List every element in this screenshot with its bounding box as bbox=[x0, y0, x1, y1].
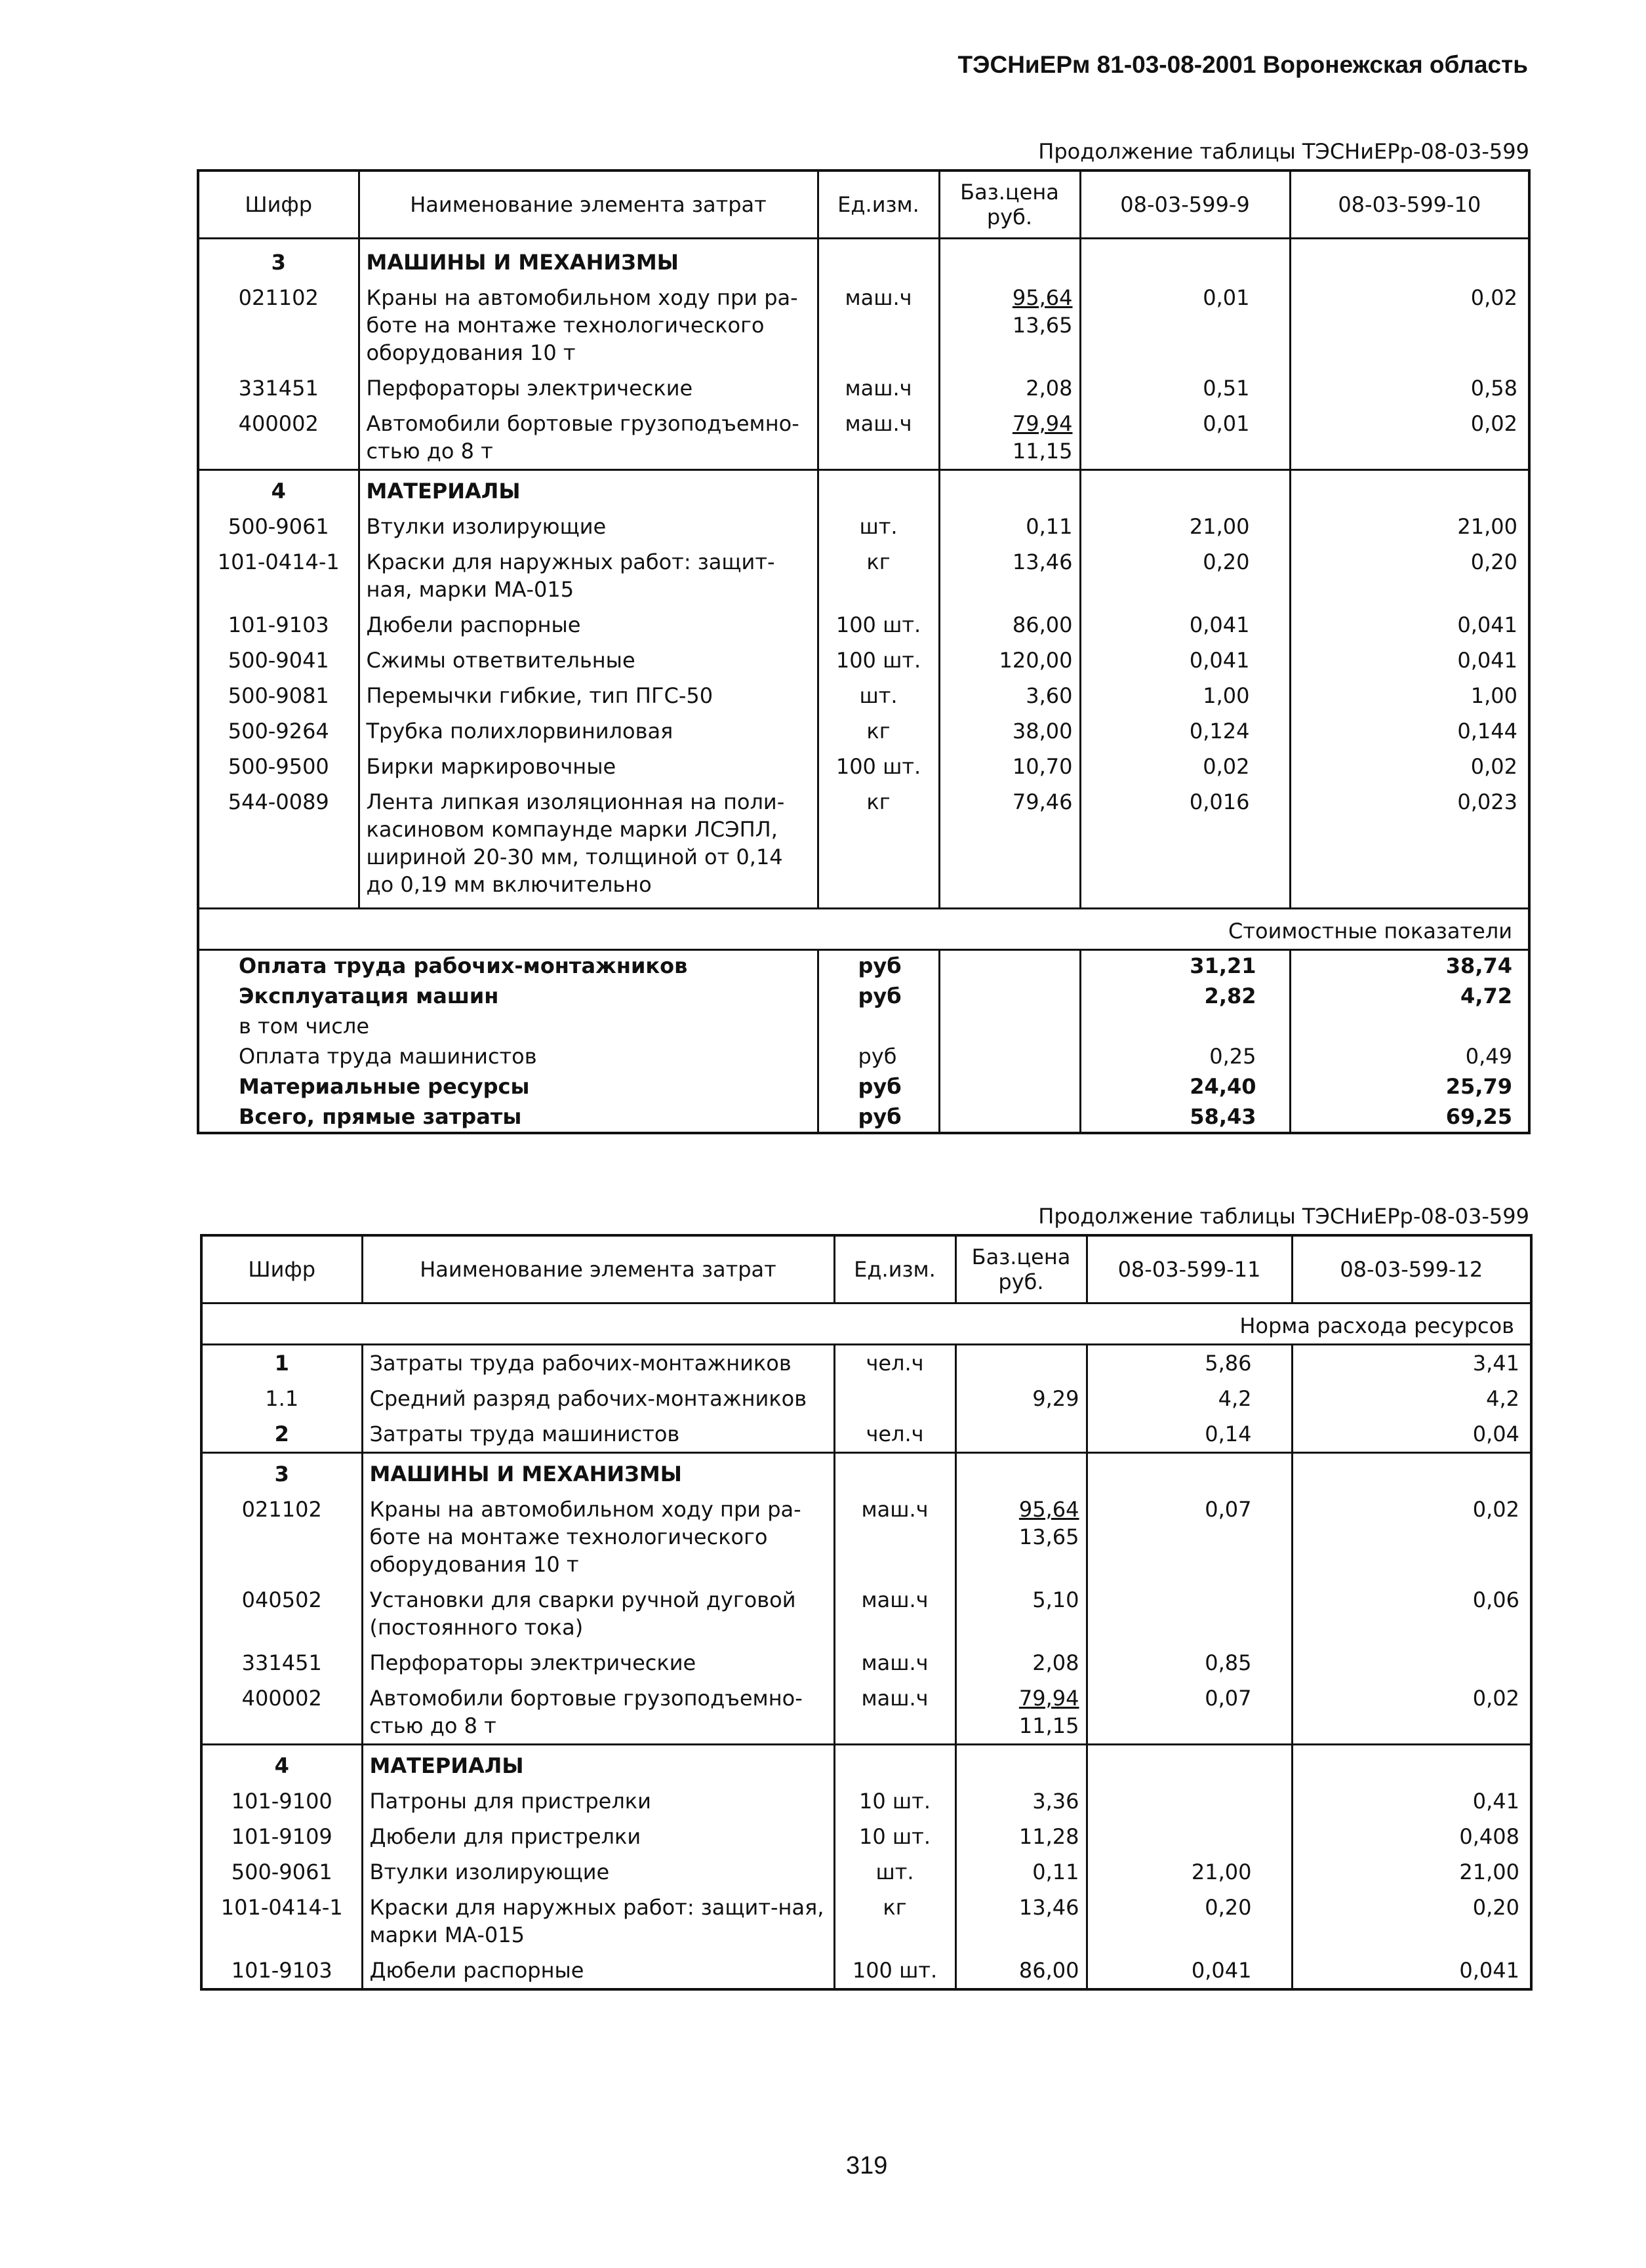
summary-value-2: 69,25 bbox=[1445, 1104, 1512, 1129]
resource-table-1 bbox=[197, 169, 1531, 1134]
row-price bbox=[939, 280, 1080, 370]
header-price: Баз.цена руб. bbox=[955, 1235, 1087, 1303]
row-value-2: 0,06 bbox=[1472, 1587, 1519, 1612]
header-unit: Ед.изм. bbox=[818, 170, 939, 239]
row-value-1 bbox=[1087, 1783, 1292, 1819]
row-value-1: 0,016 bbox=[1080, 784, 1290, 909]
row-name: Затраты труда машинистов bbox=[362, 1416, 834, 1453]
row-unit: маш.ч bbox=[818, 406, 939, 470]
row-name: Дюбели распорные bbox=[362, 1953, 834, 1989]
row-name: Перемычки гибкие, тип ПГС-50 bbox=[359, 678, 818, 713]
row-value-1 bbox=[1087, 1582, 1292, 1645]
row-code: 400002 bbox=[198, 406, 359, 470]
header-name: Наименование элемента затрат bbox=[362, 1235, 834, 1303]
row-value-2: 0,02 bbox=[1472, 1497, 1519, 1522]
row-value-2: 21,00 bbox=[1457, 514, 1517, 539]
summary-unit: руб bbox=[818, 981, 939, 1011]
row-unit: кг bbox=[834, 1890, 955, 1953]
row-value-2: 0,023 bbox=[1290, 784, 1529, 909]
table-row bbox=[198, 643, 1529, 678]
row-unit: 100 шт. bbox=[834, 1953, 955, 1989]
section-row bbox=[201, 1453, 1531, 1492]
row-price: 120,00 bbox=[939, 643, 1080, 678]
table-row bbox=[201, 1681, 1531, 1745]
row-price: 3,36 bbox=[955, 1783, 1087, 1819]
summary-name: Материальные ресурсы bbox=[239, 1074, 530, 1099]
table-row bbox=[201, 1783, 1531, 1819]
table2-caption: Продолжение таблицы ТЭСНиЕРр-08-03-599 bbox=[1038, 1204, 1529, 1229]
summary-row bbox=[198, 981, 1529, 1011]
row-code: 400002 bbox=[201, 1681, 362, 1745]
row-code: 021102 bbox=[201, 1492, 362, 1582]
operator-wage-value: 13,65 bbox=[1018, 1524, 1079, 1549]
section-code: 4 bbox=[201, 1745, 362, 1784]
row-unit: кг bbox=[818, 544, 939, 607]
row-name: Автомобили бортовые грузоподъемно-стью до 8 т bbox=[362, 1681, 834, 1745]
section-row bbox=[198, 239, 1529, 281]
row-code: 101-9103 bbox=[201, 1953, 362, 1989]
cost-indicators-row bbox=[198, 909, 1529, 950]
row-value-2: 1,00 bbox=[1470, 683, 1517, 708]
row-value-2: 0,04 bbox=[1472, 1422, 1519, 1446]
row-value-2: 0,41 bbox=[1472, 1789, 1519, 1814]
row-code: 500-9500 bbox=[198, 749, 359, 784]
operator-wage-value: 11,15 bbox=[1018, 1713, 1079, 1738]
resource-table-2 bbox=[200, 1234, 1533, 1991]
table-row bbox=[198, 784, 1529, 909]
summary-value-1: 31,21 bbox=[1080, 950, 1290, 982]
price-value: 95,64 bbox=[1012, 285, 1073, 310]
summary-row bbox=[198, 1071, 1529, 1102]
row-code: 500-9061 bbox=[198, 509, 359, 544]
header-col-1: 08-03-599-9 bbox=[1080, 170, 1290, 239]
summary-value-2 bbox=[1290, 1011, 1529, 1041]
row-unit: маш.ч bbox=[834, 1645, 955, 1681]
section-title: МАШИНЫ И МЕХАНИЗМЫ bbox=[359, 239, 818, 281]
row-price: 9,29 bbox=[955, 1381, 1087, 1416]
row-value-1: 0,20 bbox=[1080, 544, 1290, 607]
row-value-1: 0,51 bbox=[1080, 370, 1290, 406]
table-row bbox=[198, 713, 1529, 749]
row-value-2: 0,02 bbox=[1472, 1686, 1519, 1711]
row-unit: 10 шт. bbox=[834, 1819, 955, 1854]
row-name: Сжимы ответвительные bbox=[359, 643, 818, 678]
row-unit: чел.ч bbox=[834, 1345, 955, 1382]
header-col-2: 08-03-599-12 bbox=[1292, 1235, 1531, 1303]
row-name: Затраты труда рабочих-монтажников bbox=[362, 1345, 834, 1382]
row-value-2: 21,00 bbox=[1459, 1860, 1519, 1884]
page-header: ТЭСНиЕРм 81-03-08-2001 Воронежская область bbox=[957, 51, 1528, 78]
row-code: 101-0414-1 bbox=[198, 544, 359, 607]
row-price bbox=[955, 1416, 1087, 1453]
table-row bbox=[198, 607, 1529, 643]
row-value-2: 0,041 bbox=[1457, 612, 1517, 637]
row-code: 331451 bbox=[198, 370, 359, 406]
table-row bbox=[201, 1819, 1531, 1854]
price-value: 95,64 bbox=[1018, 1497, 1079, 1522]
row-value-2: 0,20 bbox=[1470, 549, 1517, 574]
row-price: 3,60 bbox=[939, 678, 1080, 713]
row-name: Краны на автомобильном ходу при ра-боте на монтаже технологического оборудования 10 т bbox=[359, 280, 818, 370]
row-name: Автомобили бортовые грузоподъемно-стью до 8 т bbox=[359, 406, 818, 470]
row-value-1: 0,01 bbox=[1080, 280, 1290, 370]
row-value-2: 0,041 bbox=[1459, 1958, 1519, 1983]
row-value-1: 0,041 bbox=[1080, 643, 1290, 678]
table-row bbox=[201, 1645, 1531, 1681]
table-row bbox=[198, 544, 1529, 607]
section-code: 3 bbox=[201, 1453, 362, 1492]
row-price: 0,11 bbox=[955, 1854, 1087, 1890]
row-unit bbox=[834, 1381, 955, 1416]
row-price: 11,28 bbox=[955, 1819, 1087, 1854]
table-row bbox=[198, 280, 1529, 370]
section-title: МАШИНЫ И МЕХАНИЗМЫ bbox=[362, 1453, 834, 1492]
row-unit: 100 шт. bbox=[818, 607, 939, 643]
row-value-2: 0,041 bbox=[1457, 648, 1517, 673]
row-unit: кг bbox=[818, 784, 939, 909]
summary-name: Оплата труда машинистов bbox=[239, 1044, 537, 1069]
row-value-2: 0,20 bbox=[1472, 1895, 1519, 1920]
summary-value-1: 2,82 bbox=[1080, 981, 1290, 1011]
page-number: 319 bbox=[846, 2152, 888, 2179]
table-row bbox=[198, 406, 1529, 470]
row-code: 101-0414-1 bbox=[201, 1890, 362, 1953]
norm-row bbox=[201, 1303, 1531, 1345]
row-price: 5,10 bbox=[955, 1582, 1087, 1645]
row-value-1: 0,01 bbox=[1080, 406, 1290, 470]
row-value-1: 0,041 bbox=[1080, 607, 1290, 643]
row-unit: маш.ч bbox=[818, 280, 939, 370]
row-price bbox=[955, 1345, 1087, 1382]
row-price: 13,46 bbox=[955, 1890, 1087, 1953]
summary-name: в том числе bbox=[239, 1014, 369, 1039]
row-value-2: 0,58 bbox=[1470, 376, 1517, 401]
row-price bbox=[955, 1681, 1087, 1745]
row-value-1: 5,86 bbox=[1087, 1345, 1292, 1382]
row-name: Краны на автомобильном ходу при ра-боте на монтаже технологического оборудования 10 т bbox=[362, 1492, 834, 1582]
summary-row bbox=[198, 950, 1529, 982]
row-value-2: 0,408 bbox=[1459, 1824, 1519, 1849]
price-value: 79,94 bbox=[1018, 1686, 1079, 1711]
table-row bbox=[201, 1381, 1531, 1416]
row-value-1: 21,00 bbox=[1080, 509, 1290, 544]
row-code: 021102 bbox=[198, 280, 359, 370]
table-row bbox=[198, 678, 1529, 713]
row-price: 0,11 bbox=[939, 509, 1080, 544]
row-unit: шт. bbox=[818, 509, 939, 544]
row-code: 500-9081 bbox=[198, 678, 359, 713]
section-code: 3 bbox=[198, 239, 359, 281]
row-code: 1 bbox=[201, 1345, 362, 1382]
summary-value-2: 4,72 bbox=[1460, 984, 1512, 1008]
summary-row bbox=[198, 1041, 1529, 1071]
row-value-2: 0,02 bbox=[1470, 754, 1517, 779]
summary-row bbox=[198, 1102, 1529, 1133]
row-code: 1.1 bbox=[201, 1381, 362, 1416]
section-title: МАТЕРИАЛЫ bbox=[362, 1745, 834, 1784]
row-price: 79,46 bbox=[939, 784, 1080, 909]
row-price: 13,46 bbox=[939, 544, 1080, 607]
summary-value-1: 24,40 bbox=[1080, 1071, 1290, 1102]
row-name: Перфораторы электрические bbox=[362, 1645, 834, 1681]
row-value-2: 0,02 bbox=[1470, 411, 1517, 436]
table-row bbox=[198, 370, 1529, 406]
summary-unit: руб bbox=[818, 950, 939, 982]
table1-caption: Продолжение таблицы ТЭСНиЕРр-08-03-599 bbox=[1038, 139, 1529, 164]
row-value-1: 0,02 bbox=[1080, 749, 1290, 784]
row-unit: 100 шт. bbox=[818, 643, 939, 678]
section-row bbox=[201, 1745, 1531, 1784]
row-value-1: 0,124 bbox=[1080, 713, 1290, 749]
summary-value-2: 38,74 bbox=[1445, 953, 1512, 978]
row-value-1: 0,14 bbox=[1087, 1416, 1292, 1453]
row-code: 101-9109 bbox=[201, 1819, 362, 1854]
row-unit: кг bbox=[818, 713, 939, 749]
row-name: Краски для наружных работ: защит-ная, марки МА-015 bbox=[362, 1890, 834, 1953]
row-name: Втулки изолирующие bbox=[362, 1854, 834, 1890]
row-price: 2,08 bbox=[939, 370, 1080, 406]
summary-value-2: 0,49 bbox=[1465, 1044, 1512, 1069]
row-value-1: 0,07 bbox=[1087, 1681, 1292, 1745]
summary-name: Эксплуатация машин bbox=[239, 984, 499, 1008]
section-row bbox=[198, 470, 1529, 509]
table-row bbox=[201, 1890, 1531, 1953]
operator-wage-value: 13,65 bbox=[1012, 313, 1073, 338]
row-name: Бирки маркировочные bbox=[359, 749, 818, 784]
table-row bbox=[198, 749, 1529, 784]
summary-unit: руб bbox=[818, 1041, 939, 1071]
summary-name: Оплата труда рабочих-монтажников bbox=[239, 953, 688, 978]
row-code: 040502 bbox=[201, 1582, 362, 1645]
header-unit: Ед.изм. bbox=[834, 1235, 955, 1303]
row-value-1: 0,20 bbox=[1087, 1890, 1292, 1953]
header-col-2: 08-03-599-10 bbox=[1290, 170, 1529, 239]
row-unit: 10 шт. bbox=[834, 1783, 955, 1819]
summary-value-1: 0,25 bbox=[1080, 1041, 1290, 1071]
summary-value-2: 25,79 bbox=[1445, 1074, 1512, 1099]
row-code: 101-9103 bbox=[198, 607, 359, 643]
table-header-row bbox=[198, 170, 1529, 239]
row-code: 544-0089 bbox=[198, 784, 359, 909]
row-price: 10,70 bbox=[939, 749, 1080, 784]
row-name: Лента липкая изоляционная на поли-касиновом компаунде марки ЛСЭПЛ, шириной 20-30 мм, толщиной от 0,14 до 0,19 мм включительно bbox=[359, 784, 818, 909]
row-code: 331451 bbox=[201, 1645, 362, 1681]
row-code: 101-9100 bbox=[201, 1783, 362, 1819]
row-name: Втулки изолирующие bbox=[359, 509, 818, 544]
row-unit: маш.ч bbox=[834, 1492, 955, 1582]
row-unit: шт. bbox=[818, 678, 939, 713]
row-unit: маш.ч bbox=[834, 1681, 955, 1745]
row-value-2: 3,41 bbox=[1472, 1351, 1519, 1376]
summary-value-1 bbox=[1080, 1011, 1290, 1041]
row-price: 38,00 bbox=[939, 713, 1080, 749]
row-unit: маш.ч bbox=[818, 370, 939, 406]
operator-wage-value: 11,15 bbox=[1012, 439, 1073, 464]
row-price bbox=[955, 1492, 1087, 1582]
row-name: Краски для наружных работ: защит-ная, марки МА-015 bbox=[359, 544, 818, 607]
row-price bbox=[939, 406, 1080, 470]
row-value-2: 4,2 bbox=[1486, 1386, 1519, 1411]
section-code: 4 bbox=[198, 470, 359, 509]
row-value-2: 0,02 bbox=[1470, 285, 1517, 310]
summary-value-1: 58,43 bbox=[1080, 1102, 1290, 1133]
row-name: Средний разряд рабочих-монтажников bbox=[362, 1381, 834, 1416]
header-name: Наименование элемента затрат bbox=[359, 170, 818, 239]
row-code: 500-9041 bbox=[198, 643, 359, 678]
header-code: Шифр bbox=[198, 170, 359, 239]
row-price: 2,08 bbox=[955, 1645, 1087, 1681]
row-value-1: 0,85 bbox=[1087, 1645, 1292, 1681]
table-row bbox=[201, 1953, 1531, 1989]
row-price: 86,00 bbox=[955, 1953, 1087, 1989]
row-name: Дюбели для пристрелки bbox=[362, 1819, 834, 1854]
row-value-1: 0,041 bbox=[1087, 1953, 1292, 1989]
table-row bbox=[198, 509, 1529, 544]
row-value-1 bbox=[1087, 1819, 1292, 1854]
row-value-1: 1,00 bbox=[1080, 678, 1290, 713]
row-unit: шт. bbox=[834, 1854, 955, 1890]
table-row bbox=[201, 1854, 1531, 1890]
row-value-1: 4,2 bbox=[1087, 1381, 1292, 1416]
row-code: 500-9061 bbox=[201, 1854, 362, 1890]
table-row bbox=[201, 1416, 1531, 1453]
row-code: 500-9264 bbox=[198, 713, 359, 749]
row-name: Патроны для пристрелки bbox=[362, 1783, 834, 1819]
row-unit: 100 шт. bbox=[818, 749, 939, 784]
summary-unit: руб bbox=[818, 1071, 939, 1102]
header-col-1: 08-03-599-11 bbox=[1087, 1235, 1292, 1303]
table-row bbox=[201, 1345, 1531, 1382]
summary-unit bbox=[818, 1011, 939, 1041]
summary-name: Всего, прямые затраты bbox=[239, 1104, 522, 1129]
row-code: 2 bbox=[201, 1416, 362, 1453]
price-value: 79,94 bbox=[1012, 411, 1073, 436]
table-row bbox=[201, 1582, 1531, 1645]
header-code: Шифр bbox=[201, 1235, 362, 1303]
row-name: Дюбели распорные bbox=[359, 607, 818, 643]
summary-row bbox=[198, 1011, 1529, 1041]
summary-unit: руб bbox=[818, 1102, 939, 1133]
header-price: Баз.цена руб. bbox=[939, 170, 1080, 239]
row-unit: чел.ч bbox=[834, 1416, 955, 1453]
row-value-2: 0,144 bbox=[1457, 719, 1517, 744]
row-unit: маш.ч bbox=[834, 1582, 955, 1645]
row-name: Установки для сварки ручной дуговой (постоянного тока) bbox=[362, 1582, 834, 1645]
row-price: 86,00 bbox=[939, 607, 1080, 643]
table-row bbox=[201, 1492, 1531, 1582]
cost-indicators-label: Стоимостные показатели bbox=[198, 909, 1529, 950]
norm-label: Норма расхода ресурсов bbox=[201, 1303, 1531, 1345]
row-value-1: 21,00 bbox=[1087, 1854, 1292, 1890]
row-name: Трубка полихлорвиниловая bbox=[359, 713, 818, 749]
row-value-2 bbox=[1292, 1645, 1531, 1681]
row-name: Перфораторы электрические bbox=[359, 370, 818, 406]
section-title: МАТЕРИАЛЫ bbox=[359, 470, 818, 509]
table-header-row bbox=[201, 1235, 1531, 1303]
row-value-1: 0,07 bbox=[1087, 1492, 1292, 1582]
